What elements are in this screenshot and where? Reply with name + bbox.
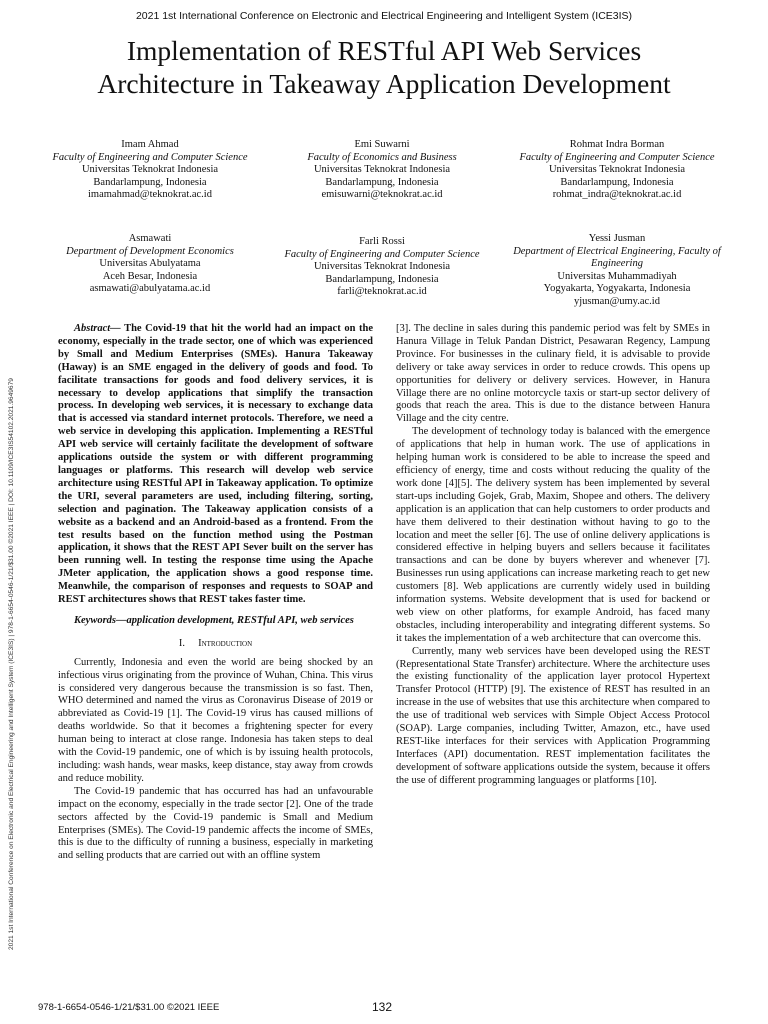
keywords: Keywords—application development, RESTful API, web services [74, 614, 354, 626]
author-name: Emi Suwarni [354, 139, 410, 150]
paper-title [30, 34, 738, 100]
author-affiliation: Faculty of Engineering and Computer Science [52, 151, 248, 163]
conference-header: 2021 1st International Conference on Electronic and Electrical Engineering and Intelligent System (ICE3IS) [135, 10, 633, 22]
author-city: Yogyakarta, Yogyakarta, Indonesia [543, 283, 691, 294]
author-affiliation: Department of Electrical Engineering, Faculty of Engineering [513, 245, 721, 269]
abstract [58, 323, 373, 607]
author-name: Farli Rossi [359, 236, 405, 247]
author-city: Bandarlampung, Indonesia [560, 176, 674, 188]
author-organization: Universitas Teknokrat Indonesia [313, 261, 451, 272]
author-email: asmawati@abulyatama.ac.id [89, 283, 211, 294]
author-email: imamahmad@teknokrat.ac.id [88, 189, 212, 200]
section-number: I. [178, 637, 185, 649]
paragraph: The Covid-19 pandemic that has occurred has had an unfavourable impact on the economy, especially in the trade sector [2]. One of the trade sectors affected by the Covid-19 pandemic is Small and Medium Enterprises (SMEs). The Covid-19 pandemic affects the income of SMEs, this is due to the difficulty of running a business, especially in marketing and selling products that are carried out with an offline system [58, 785, 373, 862]
side-note: 2021 1st International Conference on Electronic and Electrical Engineering and Intelligent System (ICE3IS) | 978-1-6654-0546-1/21/$31.00 ©2021 IEEE | DOI: 10.1109/ICE3IS54102.2021.9649679 [8, 378, 15, 950]
author-email: yjusman@umy.ac.id [574, 295, 660, 307]
author-affiliation: Faculty of Economics and Business [307, 151, 457, 163]
abstract-text: The Covid-19 that hit the world had an impact on the economy, especially in the trade sector, one of which was experienced by Small and Medium Enterprises (SMEs). Hanura Takeaway (Haway) is an SME engaged in the delivery of goods and food. To facilitate transactions for goods and food delivery services, it is necessary to develop applications that simplify the transaction process. In developing web services, it is necessary to exchange data that is accessed via standard internet protocols. Therefore, we need a web service in developing this application. Implementing a RESTful API web service will certainly facilitate the development of software applications outside the system or with different programming languages or platforms. This research will develop web service architecture using RESTful API in Takeaway application. To optimize the URI, several parameters are used, including filtering, sorting, selection and pagination. The Takeaway application consists of a website as a backend and an Android-based as a frontend. From the test results based on the function method using the Postman application, it shows that the REST API Sever built on the server has been running well. In testing the response time using the Apache JMeter application, the application shows a good response time. Meanwhile, the comparison of responses and requests to SOAP and REST architectures shows that REST takes faster time. [58, 323, 373, 606]
page-number: 132 [372, 1000, 393, 1014]
author-block [497, 139, 737, 202]
author-name: Yessi Jusman [588, 233, 646, 244]
author-affiliation: Department of Development Economics [66, 245, 234, 257]
paragraph: The development of technology today is balanced with the emergence of applications that help in human work. The use of applications in helping human work is considered to be able to increase the speed and efficiency of energy, time and costs without reducing the quality of the work done [4][5]. The delivery system has been implemented by several start-ups including Gojek, Grab, Maxim, Shopee and others. The delivery application is an application that can help customers to order products and have them delivered to their destination without having to go to the location and meet the seller [6]. The use of online delivery applications is considered effective in helping buyers and sellers because it facilitates transactions and can be done by buyers wherever and whenever [7]. Businesses run using applications can increase marketing reach to get new customers [8]. Web applications are currently widely used in building information systems. Website development that is used for backend or web view on other platforms, for example Android, has faced many obstacles, including interoperability and integrating different systems. So it takes the implementation of a web architecture that can overcome this. [396, 426, 710, 644]
abstract-lead: Abstract— [74, 323, 121, 334]
title-line-1: Implementation of RESTful API Web Services [126, 35, 642, 66]
author-name: Rohmat Indra Borman [569, 139, 665, 150]
author-organization: Universitas Abulyatama [99, 258, 201, 269]
paragraph: Currently, many web services have been developed using the REST (Representational State Transfer) architecture. Where the architecture uses the existing functionality of the application layer protocol Hypertext Transfer Protocol (HTTP) [9]. The existence of REST has resulted in an increase in the use of websites that use this architecture when compared to the use of traditional web services with Simple Object Access Protocol (SOAP). Large companies, including Twitter, Amazon, etc., have used REST-like interfaces for their services with Application Programming Interfaces (API) documentation. REST implementation facilitates the development of software applications outside the system, because it offers the use of different programming languages or platforms [10]. [396, 645, 710, 786]
author-affiliation: Faculty of Engineering and Computer Science [284, 248, 480, 260]
footer-copyright: 978-1-6654-0546-1/21/$31.00 ©2021 IEEE [38, 1002, 220, 1013]
left-column [58, 323, 373, 863]
author-city: Bandarlampung, Indonesia [325, 273, 439, 285]
author-block [262, 236, 502, 299]
author-block [30, 233, 270, 296]
paragraph: Currently, Indonesia and even the world are being shocked by an infectious virus originating from the province of Wuhan, China. This virus is considered very dangerous because the transmission is so fast. Then, WHO determined and named the virus as Coronavirus Disease of 2019 or abbreviated as Covid-19 [1]. The Covid-19 virus has caused millions of deaths worldwide. So that it becomes a frightening specter for every human being to interact at close range. Indonesia has taken steps to deal with the Covid-19 pandemic, one of which is by issuing health protocols, including: wash hands, wear masks, keep distance, stay away from crowds and reduce mobility. [58, 656, 373, 784]
author-block [497, 233, 737, 308]
author-email: emisuwarni@teknokrat.ac.id [321, 189, 443, 200]
author-organization: Universitas Muhammadiyah [557, 270, 677, 282]
author-city: Bandarlampung, Indonesia [325, 176, 439, 188]
paragraph: [3]. The decline in sales during this pandemic period was felt by SMEs in Hanura Village in Teluk Pandan District, Pesawaran Regency, Lampung Province. For businesses in the culinary field, it is advisable to provide delivery or take away services in order to reduce crowds. This opens up opportunities for delivery or delivery services. However, in Hanura Village there are no online motorcycle taxis or start-up sector delivery of goods that reach the area. This is due to the distance between Hanura Village and the city centre. [396, 323, 710, 425]
author-city: Aceh Besar, Indonesia [102, 270, 198, 282]
author-block [262, 139, 502, 202]
title-line-2: Architecture in Takeaway Application Development [97, 68, 671, 99]
author-organization: Universitas Teknokrat Indonesia [81, 164, 219, 175]
author-email: farli@teknokrat.ac.id [337, 286, 427, 297]
author-organization: Universitas Teknokrat Indonesia [313, 164, 451, 175]
author-name: Asmawati [128, 233, 172, 244]
section-heading [58, 638, 373, 651]
author-affiliation: Faculty of Engineering and Computer Science [519, 151, 715, 163]
section-title: Introduction [198, 637, 253, 649]
right-column [396, 323, 710, 788]
author-email: rohmat_indra@teknokrat.ac.id [552, 189, 682, 200]
author-name: Imam Ahmad [121, 139, 179, 150]
author-block [30, 139, 270, 202]
author-city: Bandarlampung, Indonesia [93, 176, 207, 188]
author-organization: Universitas Teknokrat Indonesia [548, 164, 686, 175]
